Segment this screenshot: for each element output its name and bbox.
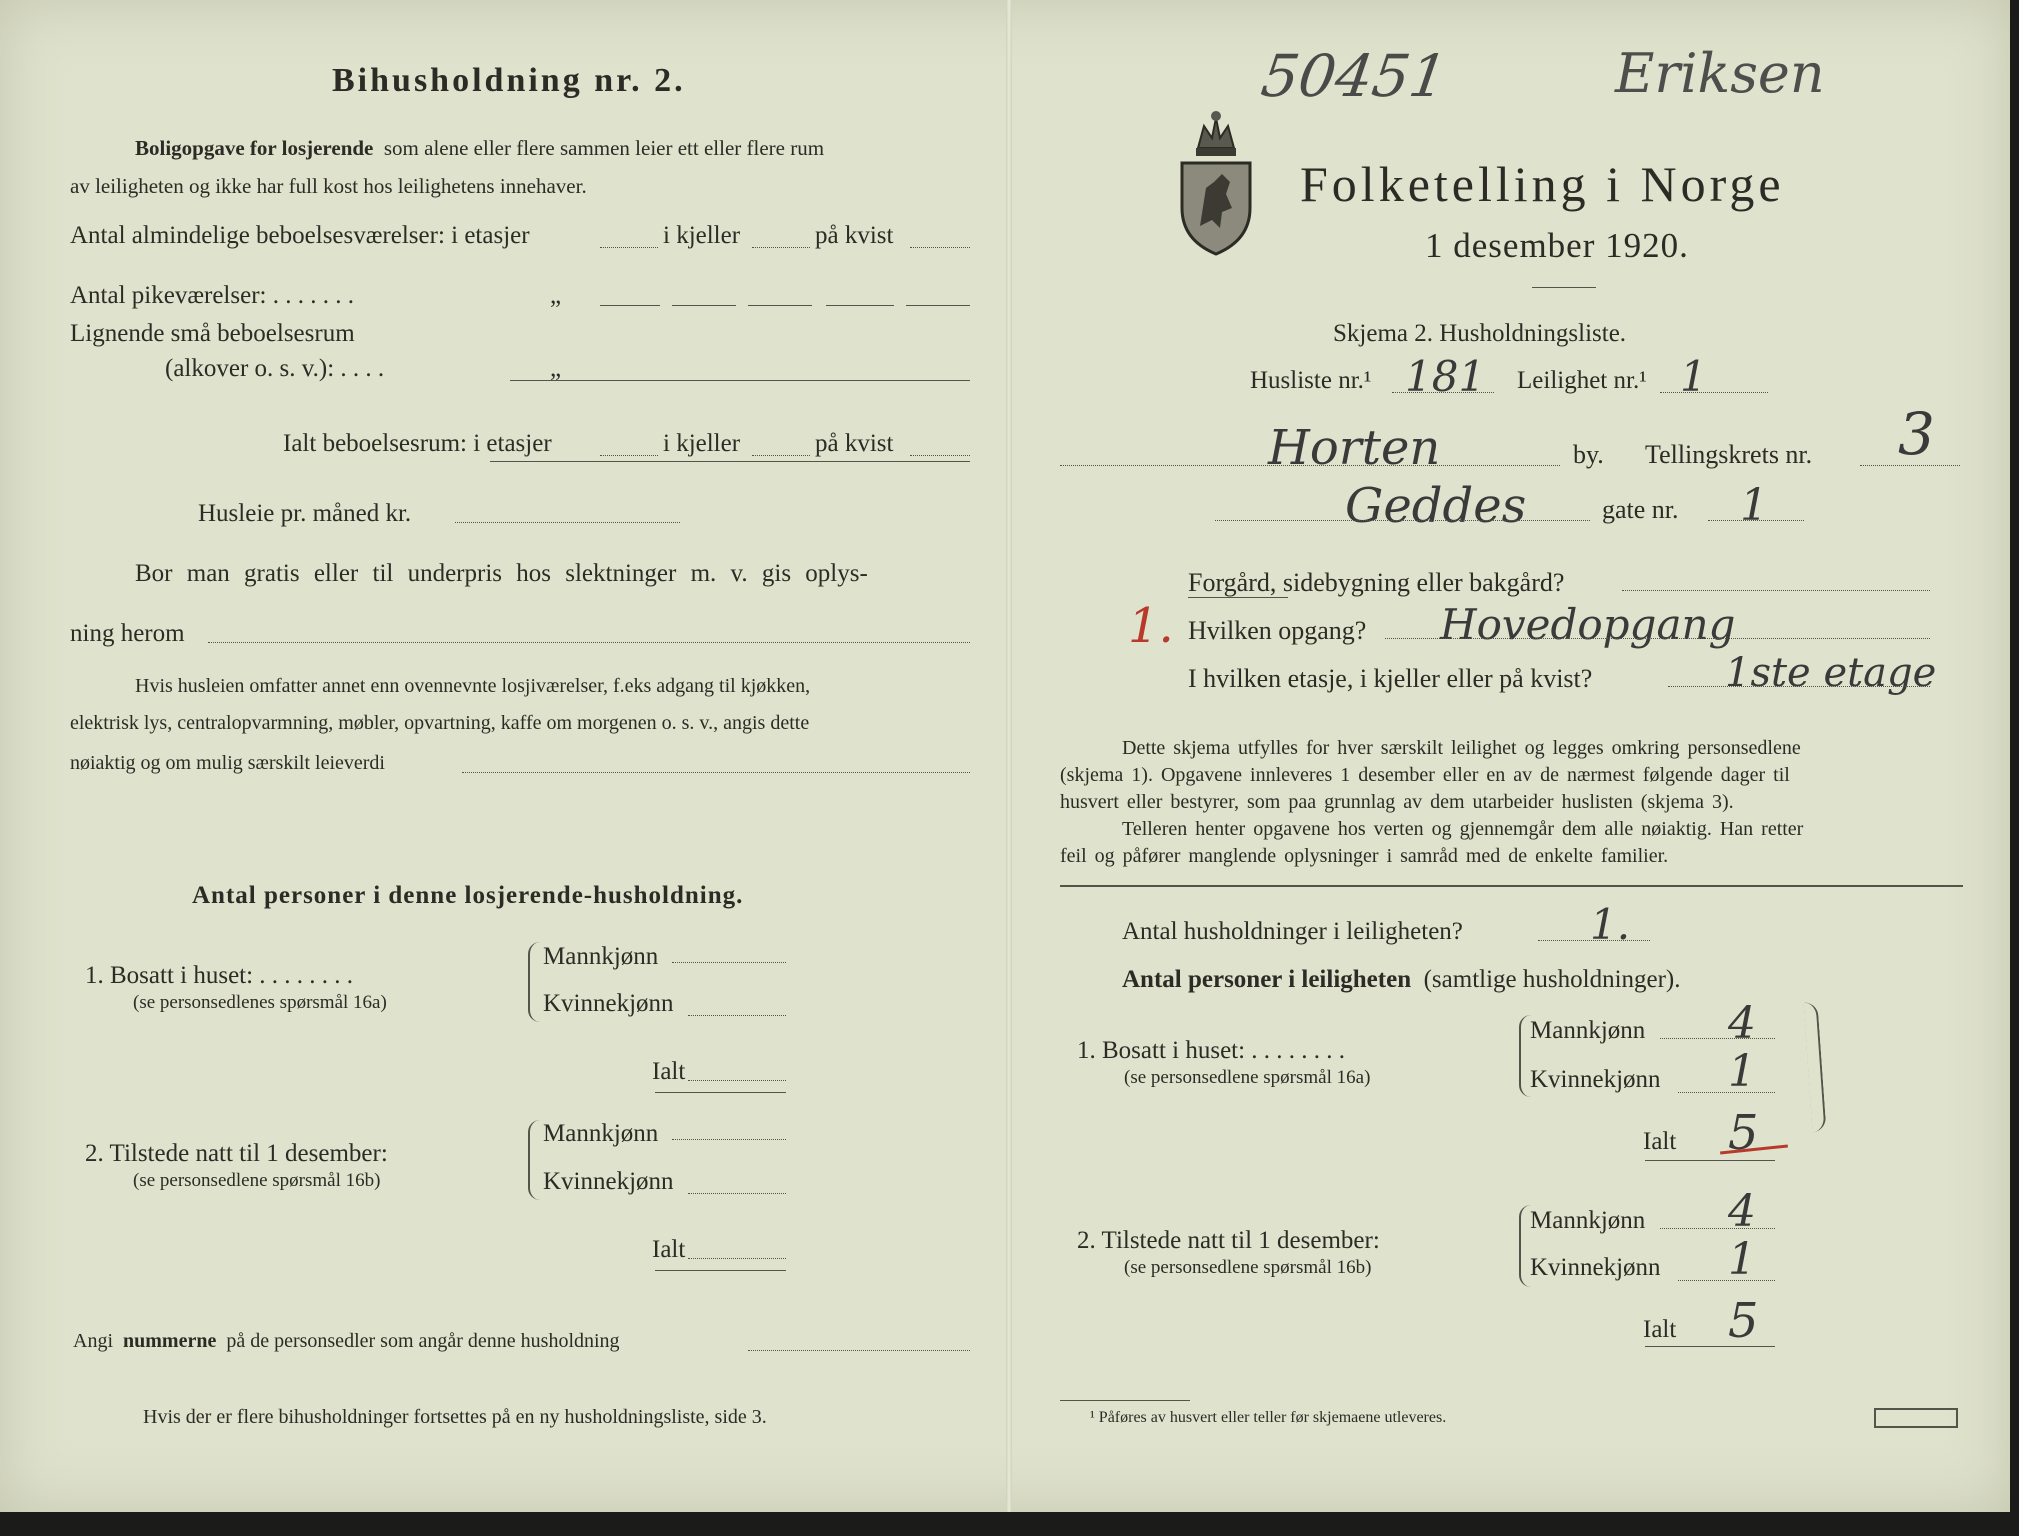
numbers-field[interactable]: [748, 1350, 970, 1351]
left-title: Bihusholdning nr. 2.: [332, 62, 686, 99]
rooms-cellar-field[interactable]: [752, 247, 810, 248]
instruction-line-5: feil og påfører manglende oplysninger i samråd med de enkelte familier.: [1060, 845, 1669, 867]
right-q2-total-underline: [1645, 1346, 1775, 1347]
left-q2-female-label: Kvinnekjønn: [543, 1168, 674, 1195]
continue-note: Hvis der er flere bihusholdninger fortsettes på en ny husholdningsliste, side 3.: [143, 1406, 767, 1428]
intro-line-1: Boligopgave for losjerende som alene eller flere sammen leier ett eller flere rum: [135, 136, 825, 160]
left-q2-label: 2. Tilstede natt til 1 desember:: [85, 1140, 388, 1167]
forgard-question: Forgård, sidebygning eller bakgård?: [1188, 568, 1565, 597]
form-title: Folketelling i Norge: [1300, 156, 1785, 212]
forgard-underline: [1188, 597, 1288, 598]
rent-field[interactable]: [455, 522, 680, 523]
coat-of-arms-icon: [1176, 108, 1256, 258]
right-q1-total-label: Ialt: [1643, 1128, 1677, 1155]
right-q2-sub: (se personsedlene spørsmål 16b): [1124, 1257, 1372, 1278]
etasje-value[interactable]: 1ste etage: [1725, 650, 1937, 696]
left-q2-sub: (se personsedlene spørsmål 16b): [133, 1170, 381, 1191]
rooms-etasjer-field[interactable]: [600, 247, 658, 248]
title-rule: [1532, 287, 1596, 288]
right-q2-total-value[interactable]: 5: [1728, 1293, 1759, 1349]
street-value[interactable]: Geddes: [1345, 478, 1527, 534]
margin-mark: 1.: [1128, 598, 1174, 654]
right-q2-female-field: [1678, 1280, 1775, 1281]
total-rooms-label: Ialt beboelsesrum: i etasjer: [283, 430, 552, 457]
left-q1-brace: [528, 942, 540, 1022]
left-persons-heading: Antal personer i denne losjerende-husholdning.: [192, 882, 744, 909]
households-label: Antal husholdninger i leiligheten?: [1122, 918, 1463, 945]
similar-field[interactable]: [510, 380, 970, 381]
similar-label-2: (alkover o. s. v.): . . . .: [165, 355, 385, 382]
left-q2-total-field[interactable]: [688, 1258, 786, 1259]
total-attic-field[interactable]: [910, 455, 970, 456]
printer-mark-icon: [1874, 1408, 1958, 1428]
instruction-line-4: Telleren henter opgavene hos verten og gjennemgår dem alle nøiaktig. Han retter: [1122, 818, 1804, 840]
right-q2-female-value[interactable]: 1: [1728, 1234, 1756, 1285]
total-cellar-label: i kjeller: [663, 430, 741, 457]
left-q1-female-field[interactable]: [688, 1015, 786, 1016]
husliste-field: [1392, 392, 1494, 393]
numbers-instruction: Angi nummerne på de personsedler som angår denne husholdning: [73, 1330, 620, 1352]
left-q2-total-underline: [655, 1270, 786, 1271]
left-q1-sub: (se personsedlenes spørsmål 16a): [133, 992, 387, 1013]
right-q1-female-field: [1678, 1092, 1775, 1093]
intro-line-2: av leiligheten og ikke har full kost hos leilighetens innehaver.: [70, 174, 587, 198]
gate-value[interactable]: 1: [1740, 480, 1768, 531]
total-underline: [490, 461, 970, 462]
city-field: [1060, 465, 1560, 466]
total-etasjer-field[interactable]: [600, 455, 658, 456]
street-field: [1215, 520, 1590, 521]
right-q1-check-stroke: [1803, 1002, 1826, 1133]
footnote: ¹ Påføres av husvert eller teller før skjemaene utleveres.: [1090, 1409, 1447, 1426]
maids-attic-field-c[interactable]: [906, 305, 970, 306]
opgang-field: [1385, 638, 1930, 639]
left-q2-female-field[interactable]: [688, 1193, 786, 1194]
opgang-value[interactable]: Hovedopgang: [1440, 600, 1736, 649]
city-value[interactable]: Horten: [1268, 420, 1441, 476]
right-q1-label: 1. Bosatt i huset: . . . . . . . .: [1077, 1037, 1346, 1064]
krets-label: Tellingskrets nr.: [1645, 440, 1813, 469]
footnote-rule: [1060, 1400, 1190, 1401]
page-fold: [1006, 0, 1012, 1512]
right-q1-female-value[interactable]: 1: [1728, 1046, 1756, 1097]
krets-value[interactable]: 3: [1898, 400, 1935, 468]
right-q1-total-value[interactable]: 5: [1728, 1105, 1759, 1161]
maids-cellar-field[interactable]: [672, 305, 736, 306]
left-q1-label: 1. Bosatt i huset: . . . . . . . .: [85, 962, 354, 989]
right-q1-female-label: Kvinnekjønn: [1530, 1066, 1661, 1093]
free-field[interactable]: [208, 642, 970, 643]
right-q1-male-label: Mannkjønn: [1530, 1017, 1646, 1044]
opgang-question: Hvilken opgang?: [1188, 616, 1367, 645]
right-q2-male-field: [1660, 1228, 1775, 1229]
rent-label: Husleie pr. måned kr.: [198, 500, 412, 527]
left-q2-total-label: Ialt: [652, 1236, 686, 1263]
similar-ditto: „: [550, 355, 562, 382]
note-line-2: elektrisk lys, centralopvarmning, møbler, opvartning, kaffe om morgenen o. s. v., angis dette: [70, 712, 810, 734]
left-q1-total-underline: [655, 1092, 786, 1093]
left-q1-female-label: Kvinnekjønn: [543, 990, 674, 1017]
maids-etasjer-field[interactable]: [600, 305, 660, 306]
gate-label: gate nr.: [1602, 495, 1679, 524]
form-date: 1 desember 1920.: [1425, 226, 1689, 265]
gate-field: [1708, 520, 1804, 521]
households-field: [1538, 940, 1650, 941]
left-q1-male-label: Mannkjønn: [543, 943, 659, 970]
handwritten-name: Eriksen: [1615, 42, 1825, 105]
right-q2-label: 2. Tilstede natt til 1 desember:: [1077, 1227, 1380, 1254]
by-label: by.: [1573, 440, 1604, 469]
left-q1-total-field[interactable]: [688, 1080, 786, 1081]
free-line-1: Bor man gratis eller til underpris hos slektninger m. v. gis oplys-: [135, 560, 868, 587]
rooms-attic-field[interactable]: [910, 247, 970, 248]
right-q1-male-field: [1660, 1038, 1775, 1039]
left-q2-male-label: Mannkjønn: [543, 1120, 659, 1147]
maids-attic-field-b[interactable]: [826, 305, 894, 306]
total-cellar-field[interactable]: [752, 455, 810, 456]
husliste-label: Husliste nr.¹: [1250, 367, 1372, 394]
leilighet-label: Leilighet nr.¹: [1517, 367, 1647, 394]
similar-label-1: Lignende små beboelsesrum: [70, 320, 355, 347]
forgard-field[interactable]: [1622, 590, 1930, 591]
instruction-rule: [1060, 885, 1963, 887]
left-q2-male-field[interactable]: [672, 1139, 786, 1140]
right-q2-total-label: Ialt: [1643, 1316, 1677, 1343]
etasje-question: I hvilken etasje, i kjeller eller på kvist?: [1188, 664, 1593, 693]
maids-label: Antal pikeværelser: . . . . . . .: [70, 282, 354, 309]
maids-attic-field-a[interactable]: [748, 305, 812, 306]
note-field[interactable]: [462, 772, 970, 773]
right-q2-female-label: Kvinnekjønn: [1530, 1254, 1661, 1281]
right-q1-total-underline: [1645, 1160, 1775, 1161]
leilighet-value[interactable]: 1: [1680, 352, 1707, 401]
persons-heading: Antal personer i leiligheten (samtlige husholdninger).: [1122, 966, 1681, 993]
note-line-3: nøiaktig og om mulig særskilt leieverdi: [70, 752, 385, 774]
households-value[interactable]: 1.: [1590, 900, 1631, 949]
schema-label: Skjema 2. Husholdningsliste.: [1333, 320, 1627, 347]
instruction-line-1: Dette skjema utfylles for hver særskilt leilighet og legges omkring personsedlene: [1122, 737, 1801, 759]
left-q2-brace: [528, 1120, 540, 1200]
rooms-cellar-label: i kjeller: [663, 222, 741, 249]
rooms-label: Antal almindelige beboelsesværelser: i etasjer: [70, 222, 530, 249]
instruction-line-2: (skjema 1). Opgavene innleveres 1 desember eller en av de nærmest følgende dager til: [1060, 764, 1790, 786]
left-q1-total-label: Ialt: [652, 1058, 686, 1085]
leilighet-field: [1660, 392, 1768, 393]
instruction-line-3: husvert eller bestyrer, som paa grunnlag av dem utarbeider huslisten (skjema 3).: [1060, 791, 1734, 813]
rooms-attic-label: på kvist: [815, 222, 894, 249]
husliste-value[interactable]: 181: [1405, 352, 1486, 401]
total-attic-label: på kvist: [815, 430, 894, 457]
right-q2-male-value[interactable]: 4: [1728, 1186, 1756, 1237]
note-line-1: Hvis husleien omfatter annet enn ovennevnte losjiværelser, f.eks adgang til kjøkken,: [135, 675, 811, 697]
right-q1-sub: (se personsedlene spørsmål 16a): [1124, 1067, 1371, 1088]
stamp-number: 50451: [1257, 42, 1452, 110]
free-line-2: ning herom: [70, 620, 185, 647]
krets-field: [1860, 465, 1960, 466]
etasje-field: [1668, 686, 1930, 687]
maids-ditto: „: [550, 282, 562, 309]
right-q1-male-value[interactable]: 4: [1728, 998, 1756, 1049]
left-q1-male-field[interactable]: [672, 962, 786, 963]
right-q2-male-label: Mannkjønn: [1530, 1207, 1646, 1234]
